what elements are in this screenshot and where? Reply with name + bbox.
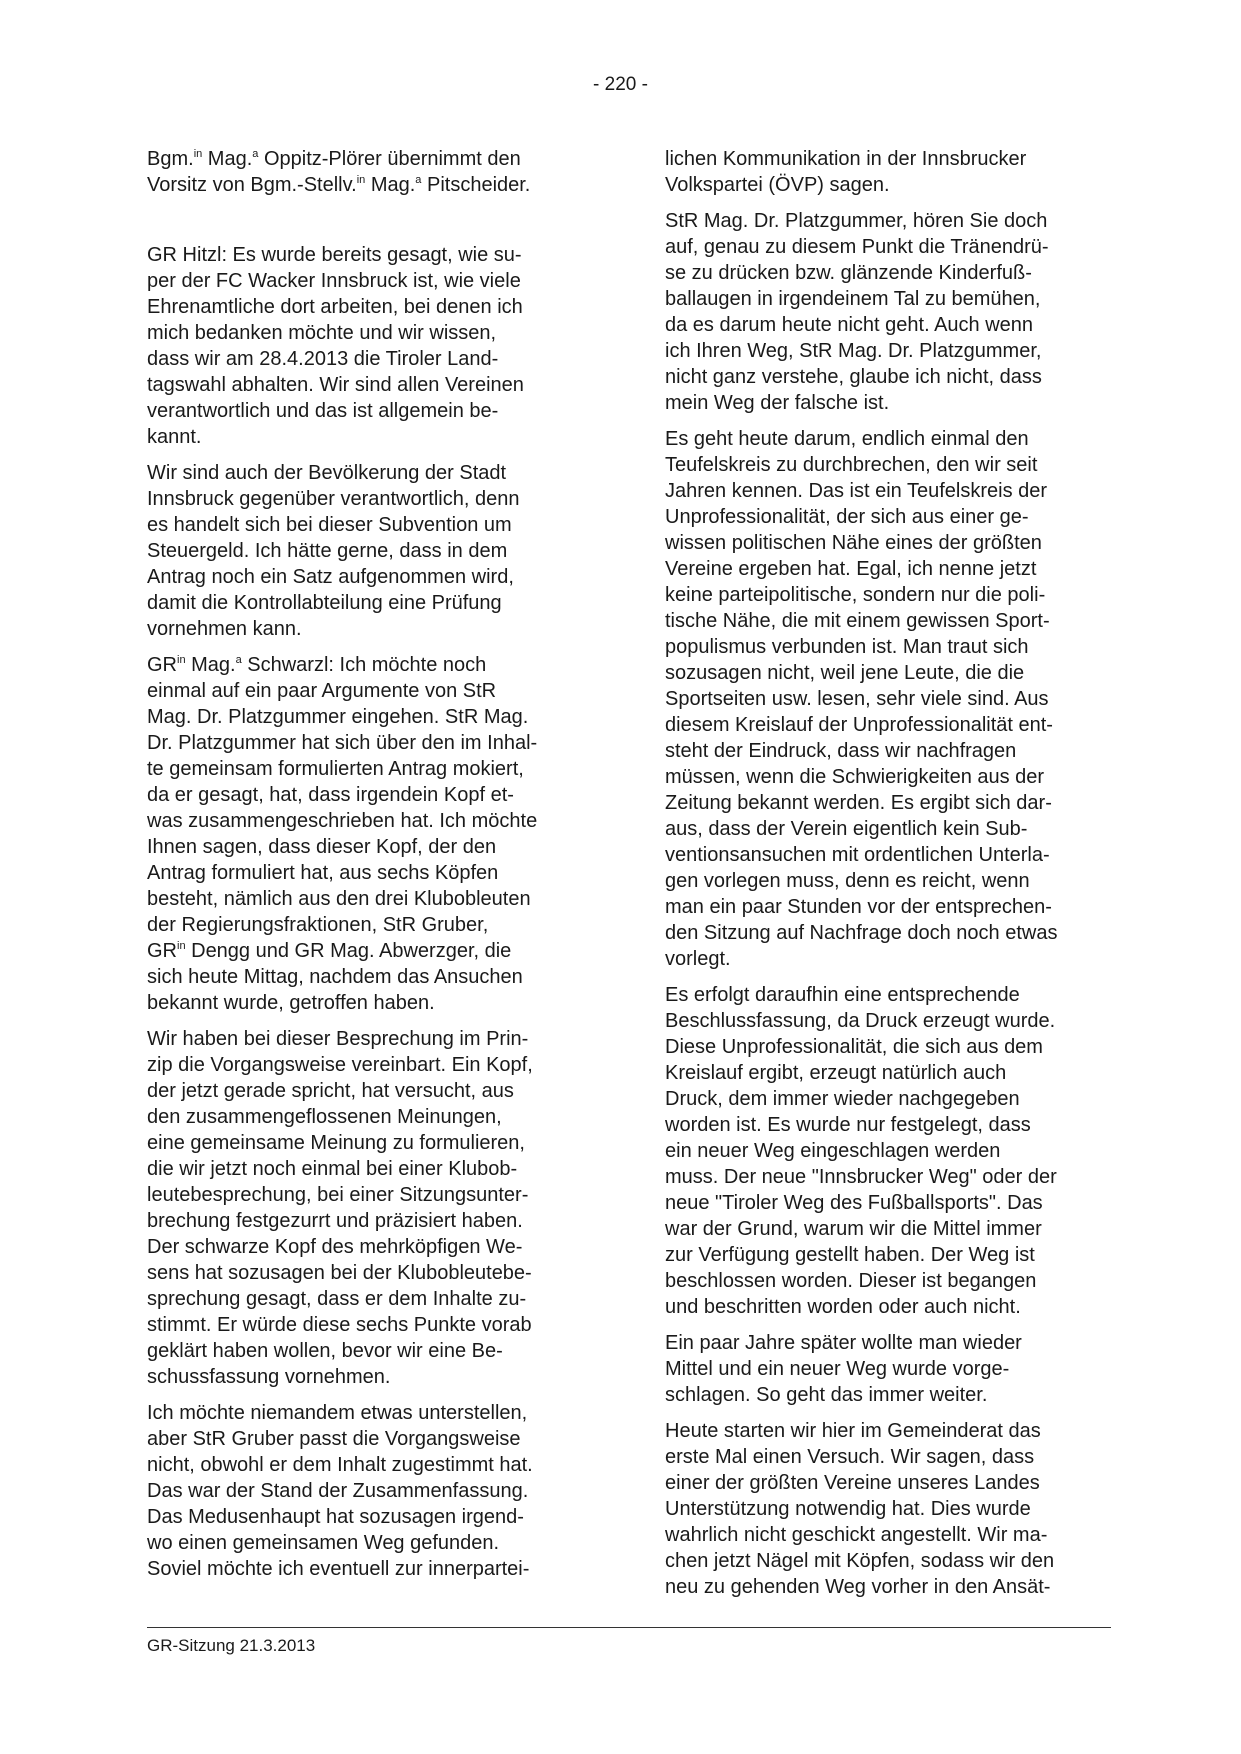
- text-line: mein Weg der falsche ist.: [665, 392, 890, 414]
- text-line: den Sitzung auf Nachfrage doch noch etwas: [665, 922, 1058, 944]
- text-line: Zeitung bekannt werden. Es ergibt sich dar-: [665, 792, 1052, 814]
- text-line: ventionsansuchen mit ordentlichen Unterla-: [665, 844, 1050, 866]
- text-line: ballaugen in irgendeinem Tal zu bemühen,: [665, 288, 1041, 310]
- text-line: Dr. Platzgummer hat sich über den im Inhal-: [147, 732, 538, 754]
- text-line: Heute starten wir hier im Gemeinderat das: [665, 1420, 1041, 1442]
- paragraph: [665, 982, 1120, 1320]
- paragraph: [665, 1330, 1120, 1408]
- text-line: Bgm.$^{in}$ Mag.$^a$ Oppitz-Plörer übernimmt den: [147, 148, 521, 170]
- text-line: populismus verbunden ist. Man traut sich: [665, 636, 1029, 658]
- text-line: auf, genau zu diesem Punkt die Tränendrü-: [665, 236, 1049, 258]
- text-line: schlagen. So geht das immer weiter.: [665, 1384, 988, 1406]
- superscript: in: [177, 940, 186, 952]
- text-line: zur Verfügung gestellt haben. Der Weg ist: [665, 1244, 1035, 1266]
- paragraph: [665, 208, 1120, 416]
- text-line: Ihnen sagen, dass dieser Kopf, der den: [147, 836, 497, 858]
- text-line: bekannt wurde, getroffen haben.: [147, 992, 435, 1014]
- text-line: den zusammengeflossenen Meinungen,: [147, 1106, 502, 1128]
- text-line: neue "Tiroler Weg des Fußballsports". Das: [665, 1192, 1043, 1214]
- paragraph: [147, 460, 602, 642]
- text-line: Der schwarze Kopf des mehrköpfigen We-: [147, 1236, 523, 1258]
- text-line: Antrag formuliert hat, aus sechs Köpfen: [147, 862, 499, 884]
- text-line: leutebesprechung, bei einer Sitzungsunter-: [147, 1184, 529, 1206]
- text-line: schussfassung vornehmen.: [147, 1366, 391, 1388]
- text-line: chen jetzt Nägel mit Köpfen, sodass wir den: [665, 1550, 1055, 1572]
- text-line: war der Grund, warum wir die Mittel immer: [665, 1218, 1042, 1240]
- text-line: GR Hitzl: Es wurde bereits gesagt, wie su-: [147, 244, 522, 266]
- text-line: Das Medusenhaupt hat sozusagen irgend-: [147, 1506, 524, 1528]
- text-line: steht der Eindruck, dass wir nachfragen: [665, 740, 1017, 762]
- paragraph: [147, 242, 602, 450]
- text-line: muss. Der neue "Innsbrucker Weg" oder der: [665, 1166, 1057, 1188]
- text-line: dass wir am 28.4.2013 die Tiroler Land-: [147, 348, 499, 370]
- text-line: Mag. Dr. Platzgummer eingehen. StR Mag.: [147, 706, 529, 728]
- text-line: brechung festgezurrt und präzisiert haben.: [147, 1210, 523, 1232]
- chair-note: [147, 146, 602, 198]
- footer-session-date: GR-Sitzung 21.3.2013: [147, 1636, 316, 1655]
- text-line: lichen Kommunikation in der Innsbrucker: [665, 148, 1027, 170]
- text-line: Beschlussfassung, da Druck erzeugt wurde.: [665, 1010, 1056, 1032]
- text-line: Wir haben bei dieser Besprechung im Prin-: [147, 1028, 529, 1050]
- text-line: besteht, nämlich aus den drei Klubobleuten: [147, 888, 531, 910]
- text-line: tische Nähe, die mit einem gewissen Sport-: [665, 610, 1050, 632]
- text-line: und beschritten worden oder auch nicht.: [665, 1296, 1021, 1318]
- superscript: a: [252, 148, 259, 160]
- text-line: eine gemeinsame Meinung zu formulieren,: [147, 1132, 525, 1154]
- text-line: Innsbruck gegenüber verantwortlich, denn: [147, 488, 520, 510]
- text-line: aus, dass der Verein eigentlich kein Sub-: [665, 818, 1028, 840]
- text-line: diesem Kreislauf der Unprofessionalität ent-: [665, 714, 1053, 736]
- superscript: a: [235, 654, 242, 666]
- text-line: sprechung gesagt, dass er dem Inhalte zu-: [147, 1288, 527, 1310]
- text-line: se zu drücken bzw. glänzende Kinderfuß-: [665, 262, 1032, 284]
- text-line: müssen, wenn die Schwierigkeiten aus der: [665, 766, 1045, 788]
- text-line: Unprofessionalität, der sich aus einer ge-: [665, 506, 1029, 528]
- paragraph: [147, 652, 602, 1016]
- text-line: vornehmen kann.: [147, 618, 302, 640]
- superscript: in: [193, 148, 203, 160]
- text-line: Steuergeld. Ich hätte gerne, dass in dem: [147, 540, 508, 562]
- text-line: wahrlich nicht geschickt angestellt. Wir ma-: [665, 1524, 1048, 1546]
- text-line: tagswahl abhalten. Wir sind allen Vereinen: [147, 374, 524, 396]
- text-line: sich heute Mittag, nachdem das Ansuchen: [147, 966, 523, 988]
- text-line: nicht ganz verstehe, glaube ich nicht, dass: [665, 366, 1042, 388]
- text-line: Jahren kennen. Das ist ein Teufelskreis der: [665, 480, 1048, 502]
- text-line: keine parteipolitische, sondern nur die poli-: [665, 584, 1046, 606]
- superscript: a: [415, 174, 422, 186]
- text-line: Sportseiten usw. lesen, sehr viele sind. Aus: [665, 688, 1049, 710]
- text-line: die wir jetzt noch einmal bei einer Klubob-: [147, 1158, 518, 1180]
- text-line: Volkspartei (ÖVP) sagen.: [665, 174, 890, 196]
- text-line: Wir sind auch der Bevölkerung der Stadt: [147, 462, 507, 484]
- text-line: Diese Unprofessionalität, die sich aus dem: [665, 1036, 1043, 1058]
- text-line: Unterstützung notwendig hat. Dies wurde: [665, 1498, 1031, 1520]
- text-line: beschlossen worden. Dieser ist begangen: [665, 1270, 1037, 1292]
- text-line: wo einen gemeinsamen Weg gefunden.: [147, 1532, 500, 1554]
- text-line: Es erfolgt daraufhin eine entsprechende: [665, 984, 1020, 1006]
- footer-divider: [147, 1627, 1111, 1628]
- text-line: kannt.: [147, 426, 202, 448]
- text-line: ich Ihren Weg, StR Mag. Dr. Platzgummer,: [665, 340, 1042, 362]
- text-line: sozusagen nicht, weil jene Leute, die die: [665, 662, 1025, 684]
- text-line: Ein paar Jahre später wollte man wieder: [665, 1332, 1022, 1354]
- page-number: - 220 -: [593, 74, 648, 95]
- left-column: [147, 146, 602, 1592]
- text-line: $GR^{in}$ Mag.$^a$ Schwarzl: Ich möchte noch: [147, 654, 487, 676]
- text-line: Das war der Stand der Zusammenfassung.: [147, 1480, 529, 1502]
- paragraph: [665, 1418, 1120, 1600]
- text-line: Mittel und ein neuer Weg wurde vorge-: [665, 1358, 1010, 1380]
- text-line: mich bedanken möchte und wir wissen,: [147, 322, 497, 344]
- text-line: es handelt sich bei dieser Subvention um: [147, 514, 512, 536]
- text-line: erste Mal einen Versuch. Wir sagen, dass: [665, 1446, 1035, 1468]
- text-line: neu zu gehenden Weg vorher in den Ansät-: [665, 1576, 1051, 1598]
- paragraph: [665, 146, 1120, 198]
- text-line: Vorsitz von Bgm.-Stellv.$^{in}$ Mag.$^a$ Pitscheider.: [147, 174, 531, 196]
- text-line: verantwortlich und das ist allgemein be-: [147, 400, 499, 422]
- text-line: Kreislauf ergibt, erzeugt natürlich auch: [665, 1062, 1007, 1084]
- text-line: da er gesagt, hat, dass irgendein Kopf et-: [147, 784, 514, 806]
- text-line: Teufelskreis zu durchbrechen, den wir seit: [665, 454, 1038, 476]
- paragraph: [147, 1026, 602, 1390]
- paragraph: [665, 426, 1120, 972]
- text-line: worden ist. Es wurde nur festgelegt, dass: [665, 1114, 1031, 1136]
- text-line: ein neuer Weg eingeschlagen werden: [665, 1140, 1001, 1162]
- right-column: [665, 146, 1120, 1610]
- text-line: Es geht heute darum, endlich einmal den: [665, 428, 1029, 450]
- text-line: der jetzt gerade spricht, hat versucht, aus: [147, 1080, 514, 1102]
- text-line: man ein paar Stunden vor der entsprechen-: [665, 896, 1052, 918]
- superscript: in: [177, 654, 186, 666]
- text-line: stimmt. Er würde diese sechs Punkte vorab: [147, 1314, 532, 1336]
- text-line: geklärt haben wollen, bevor wir eine Be-: [147, 1340, 503, 1362]
- text-line: vorlegt.: [665, 948, 731, 970]
- text-line: wissen politischen Nähe eines der größten: [665, 532, 1042, 554]
- paragraph: [147, 1400, 602, 1582]
- text-line: der Regierungsfraktionen, StR Gruber,: [147, 914, 489, 936]
- text-line: per der FC Wacker Innsbruck ist, wie viele: [147, 270, 521, 292]
- text-line: damit die Kontrollabteilung eine Prüfung: [147, 592, 502, 614]
- text-line: da es darum heute nicht geht. Auch wenn: [665, 314, 1034, 336]
- text-line: Vereine ergeben hat. Egal, ich nenne jetzt: [665, 558, 1037, 580]
- text-line: te gemeinsam formulierten Antrag mokiert,: [147, 758, 524, 780]
- text-line: $GR^{in}$ Dengg und GR Mag. Abwerzger, die: [147, 940, 512, 962]
- text-line: nicht, obwohl er dem Inhalt zugestimmt hat.: [147, 1454, 533, 1476]
- text-line: einmal auf ein paar Argumente von StR: [147, 680, 497, 702]
- text-line: Antrag noch ein Satz aufgenommen wird,: [147, 566, 514, 588]
- text-line: was zusammengeschrieben hat. Ich möchte: [147, 810, 538, 832]
- text-line: zip die Vorgangsweise vereinbart. Ein Kopf,: [147, 1054, 533, 1076]
- text-line: Ich möchte niemandem etwas unterstellen,: [147, 1402, 528, 1424]
- text-line: Ehrenamtliche dort arbeiten, bei denen ich: [147, 296, 523, 318]
- text-line: aber StR Gruber passt die Vorgangsweise: [147, 1428, 521, 1450]
- text-line: Soviel möchte ich eventuell zur innerpartei-: [147, 1558, 530, 1580]
- text-line: sens hat sozusagen bei der Klubobleutebe-: [147, 1262, 532, 1284]
- superscript: in: [356, 174, 366, 186]
- text-line: Druck, dem immer wieder nachgegeben: [665, 1088, 1020, 1110]
- text-line: StR Mag. Dr. Platzgummer, hören Sie doch: [665, 210, 1048, 232]
- text-line: einer der größten Vereine unseres Landes: [665, 1472, 1040, 1494]
- text-line: gen vorlegen muss, denn es reicht, wenn: [665, 870, 1030, 892]
